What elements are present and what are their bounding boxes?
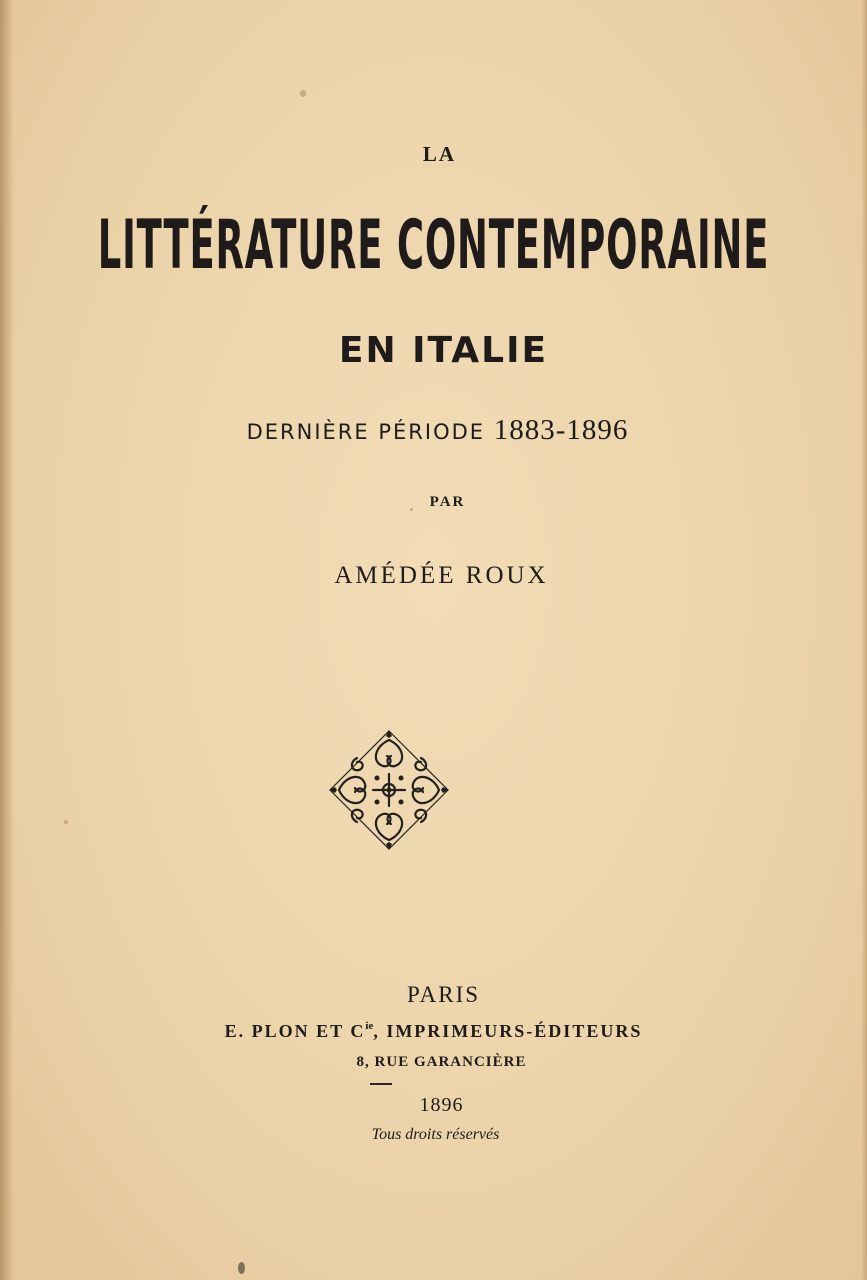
imprint-publisher xyxy=(0,1020,867,1042)
paper-speck xyxy=(300,90,306,97)
floral-ornament-icon xyxy=(327,728,451,852)
imprint-address: 8, RUE GARANCIÈRE xyxy=(356,1054,527,1070)
paper-speck xyxy=(238,1262,245,1274)
period-years: 1883-1896 xyxy=(493,414,629,446)
by-line: PAR xyxy=(429,494,466,510)
book-title: LITTÉRATURE CONTEMPORAINE xyxy=(97,205,770,285)
title-article: LA xyxy=(422,142,457,166)
period-line xyxy=(0,414,867,447)
author-name: AMÉDÉE ROUX xyxy=(334,562,549,589)
page-edge-shadow xyxy=(861,0,867,1280)
publisher-suffix: , IMPRIMEURS-ÉDITEURS xyxy=(373,1021,643,1041)
rights-notice: Tous droits réservés xyxy=(371,1126,500,1143)
spine-shadow xyxy=(0,0,14,1280)
paper-speck xyxy=(64,820,68,824)
imprint-divider xyxy=(370,1083,392,1085)
imprint-year: 1896 xyxy=(419,1094,464,1116)
publisher-superscript: ie xyxy=(365,1020,374,1032)
period-label: DERNIÈRE PÉRIODE xyxy=(246,420,486,444)
book-subtitle: EN ITALIE xyxy=(338,330,549,371)
publisher-prefix: E. PLON ET C xyxy=(224,1021,366,1041)
imprint-city: PARIS xyxy=(406,982,481,1007)
